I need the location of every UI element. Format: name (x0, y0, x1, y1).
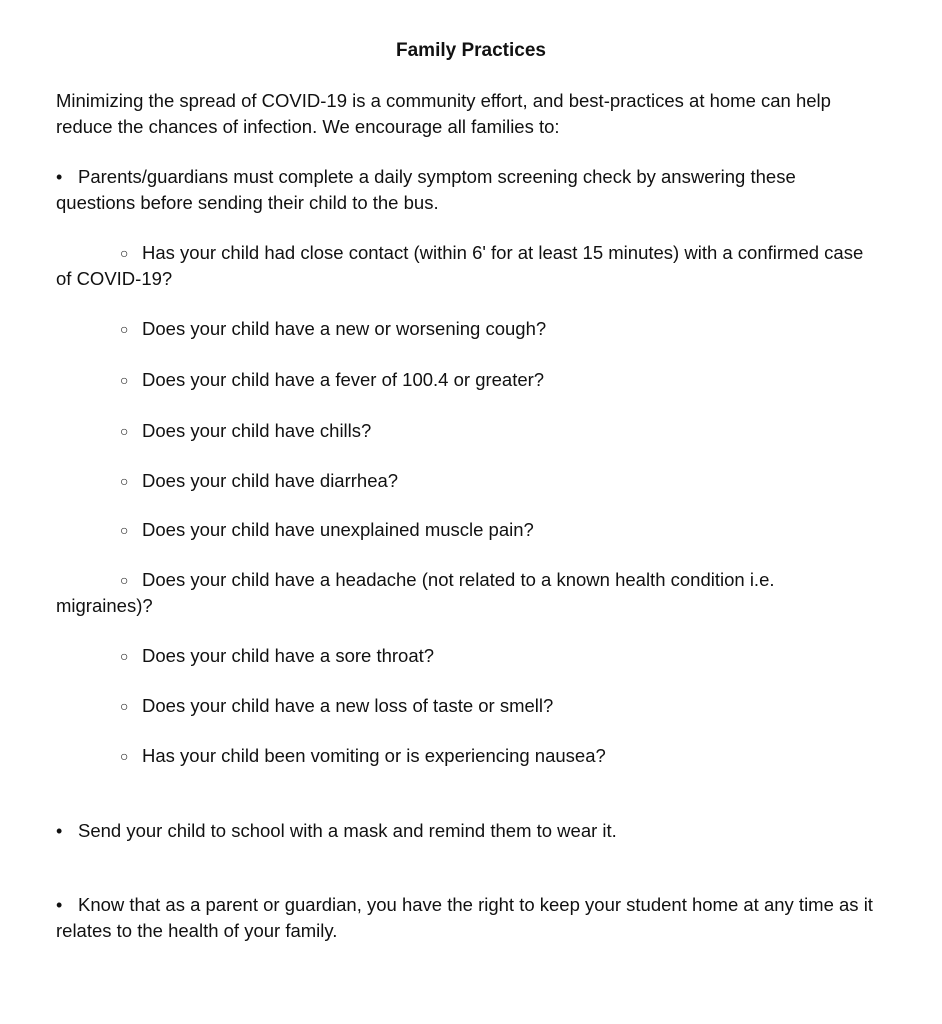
question-item (56, 643, 876, 669)
question-item (56, 240, 876, 292)
question-text: Does your child have a fever of 100.4 or greater? (142, 369, 545, 390)
bullet-icon: • (56, 821, 63, 841)
circle-bullet-icon: ○ (120, 372, 129, 388)
question-text: Does your child have a new loss of taste or smell? (142, 695, 554, 716)
circle-bullet-icon: ○ (120, 423, 129, 439)
page-title: Family Practices (396, 40, 546, 61)
question-text: Has your child been vomiting or is experiencing nausea? (142, 745, 606, 766)
circle-bullet-icon: ○ (120, 698, 129, 714)
question-text: Does your child have a headache (not related to a known health condition i.e. migraines)? (56, 569, 775, 616)
intro-paragraph: Minimizing the spread of COVID-19 is a community effort, and best-practices at home can help reduce the chances of infection. We encourage all families to: (56, 90, 831, 137)
circle-bullet-icon: ○ (120, 473, 129, 489)
question-item (56, 316, 876, 342)
question-item (56, 367, 876, 393)
question-item (56, 693, 876, 719)
circle-bullet-icon: ○ (120, 572, 129, 588)
circle-bullet-icon: ○ (120, 321, 129, 337)
circle-bullet-icon: ○ (120, 522, 129, 538)
question-item (56, 468, 876, 494)
question-item (56, 517, 876, 543)
bullet-item (56, 892, 876, 944)
bullet-text: Know that as a parent or guardian, you have the right to keep your student home at any time as it relates to the health of your family. (56, 894, 873, 941)
question-item (56, 418, 876, 444)
question-text: Does your child have a new or worsening cough? (142, 318, 547, 339)
bullet-item (56, 818, 876, 844)
bullet-icon: • (56, 167, 63, 187)
question-text: Does your child have chills? (142, 420, 372, 441)
circle-bullet-icon: ○ (120, 748, 129, 764)
question-text: Does your child have unexplained muscle pain? (142, 519, 534, 540)
bullet-text: Parents/guardians must complete a daily symptom screening check by answering these questions before sending their child to the bus. (56, 166, 796, 213)
question-text: Does your child have a sore throat? (142, 645, 435, 666)
circle-bullet-icon: ○ (120, 245, 129, 261)
bullet-item (56, 164, 876, 216)
question-item (56, 567, 876, 619)
bullet-icon: • (56, 895, 63, 915)
question-item (56, 743, 876, 769)
bullet-text: Send your child to school with a mask and remind them to wear it. (78, 820, 617, 841)
circle-bullet-icon: ○ (120, 648, 129, 664)
question-text: Has your child had close contact (within 6' for at least 15 minutes) with a confirmed case of COVID-19? (56, 242, 864, 289)
question-text: Does your child have diarrhea? (142, 470, 399, 491)
